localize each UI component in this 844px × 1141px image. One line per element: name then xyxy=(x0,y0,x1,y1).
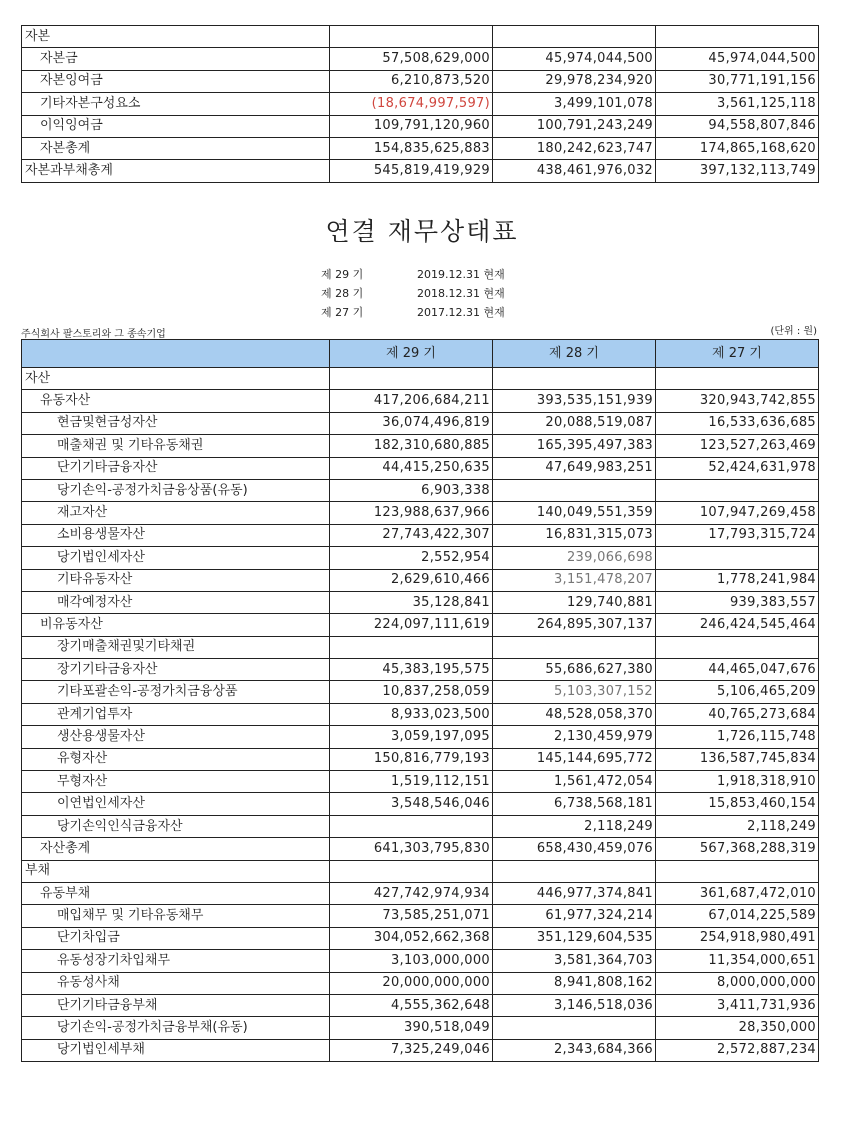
row-label: 자산총계 xyxy=(22,838,330,860)
value-cell xyxy=(493,26,656,48)
value-cell: 939,383,557 xyxy=(656,591,819,613)
value-cell: 165,395,497,383 xyxy=(493,435,656,457)
value-cell: 6,210,873,520 xyxy=(330,70,493,92)
row-label: 현금및현금성자산 xyxy=(22,412,330,434)
value-cell: 16,533,636,685 xyxy=(656,412,819,434)
value-cell: 1,726,115,748 xyxy=(656,726,819,748)
value-cell: 11,354,000,651 xyxy=(656,950,819,972)
statement-title: 연결 재무상태표 xyxy=(325,217,519,246)
table-row xyxy=(22,569,819,591)
table-row xyxy=(22,771,819,793)
value-cell: 3,146,518,036 xyxy=(493,994,656,1016)
value-cell: 393,535,151,939 xyxy=(493,390,656,412)
table-row xyxy=(22,950,819,972)
value-cell: 3,151,478,207 xyxy=(493,569,656,591)
table-row xyxy=(22,70,819,92)
value-cell: 2,572,887,234 xyxy=(656,1039,819,1061)
value-cell: 438,461,976,032 xyxy=(493,160,656,182)
value-cell: 16,831,315,073 xyxy=(493,524,656,546)
value-cell: 2,118,249 xyxy=(656,815,819,837)
unit-label: (단위 : 원) xyxy=(770,326,817,337)
value-cell: 3,561,125,118 xyxy=(656,93,819,115)
period-line xyxy=(321,266,505,282)
value-cell: 8,933,023,500 xyxy=(330,703,493,725)
row-label: 자본 xyxy=(22,26,330,48)
row-label: 유형자산 xyxy=(22,748,330,770)
row-label: 당기손익-공정가치금융상품(유동) xyxy=(22,479,330,501)
table-row xyxy=(22,838,819,860)
value-cell: 35,128,841 xyxy=(330,591,493,613)
value-cell: 4,555,362,648 xyxy=(330,994,493,1016)
value-cell xyxy=(330,368,493,390)
value-cell: 123,527,263,469 xyxy=(656,435,819,457)
value-cell: 3,548,546,046 xyxy=(330,793,493,815)
value-cell: 1,561,472,054 xyxy=(493,771,656,793)
value-cell: 7,325,249,046 xyxy=(330,1039,493,1061)
value-cell: 29,978,234,920 xyxy=(493,70,656,92)
period-date: 2019.12.31 현재 xyxy=(417,268,505,281)
value-cell: 658,430,459,076 xyxy=(493,838,656,860)
value-cell: 2,629,610,466 xyxy=(330,569,493,591)
value-cell: 2,130,459,979 xyxy=(493,726,656,748)
value-cell: 417,206,684,211 xyxy=(330,390,493,412)
row-label: 장기기타금융자산 xyxy=(22,659,330,681)
value-cell: 361,687,472,010 xyxy=(656,882,819,904)
table-row xyxy=(22,390,819,412)
value-cell: 182,310,680,885 xyxy=(330,435,493,457)
table-row xyxy=(22,412,819,434)
value-cell: 239,066,698 xyxy=(493,547,656,569)
value-cell: 154,835,625,883 xyxy=(330,137,493,159)
value-cell: 545,819,419,929 xyxy=(330,160,493,182)
value-cell xyxy=(493,636,656,658)
value-cell: 180,242,623,747 xyxy=(493,137,656,159)
equity-table xyxy=(21,25,819,183)
table-row xyxy=(22,905,819,927)
table-row xyxy=(22,26,819,48)
company-name: 주식회사 팔스토리와 그 종속기업 xyxy=(21,329,166,340)
value-cell: 20,000,000,000 xyxy=(330,972,493,994)
value-cell: 264,895,307,137 xyxy=(493,614,656,636)
value-cell: 45,974,044,500 xyxy=(656,48,819,70)
value-cell: 107,947,269,458 xyxy=(656,502,819,524)
row-label: 자산 xyxy=(22,368,330,390)
table-row xyxy=(22,547,819,569)
row-label: 자본금 xyxy=(22,48,330,70)
table-row xyxy=(22,93,819,115)
value-cell: 320,943,742,855 xyxy=(656,390,819,412)
value-cell: 40,765,273,684 xyxy=(656,703,819,725)
period-line xyxy=(321,285,505,301)
row-label: 당기손익인식금융자산 xyxy=(22,815,330,837)
header-row xyxy=(22,340,819,368)
value-cell: 45,383,195,575 xyxy=(330,659,493,681)
value-cell xyxy=(656,26,819,48)
value-cell: 174,865,168,620 xyxy=(656,137,819,159)
value-cell: 73,585,251,071 xyxy=(330,905,493,927)
value-cell xyxy=(330,815,493,837)
table-row xyxy=(22,435,819,457)
row-label: 유동부채 xyxy=(22,882,330,904)
value-cell: 145,144,695,772 xyxy=(493,748,656,770)
value-cell xyxy=(656,860,819,882)
value-cell: 446,977,374,841 xyxy=(493,882,656,904)
table-row xyxy=(22,115,819,137)
value-cell: 254,918,980,491 xyxy=(656,927,819,949)
value-cell xyxy=(656,479,819,501)
value-cell: 304,052,662,368 xyxy=(330,927,493,949)
value-cell: 3,059,197,095 xyxy=(330,726,493,748)
table-row xyxy=(22,815,819,837)
value-cell: 140,049,551,359 xyxy=(493,502,656,524)
table-row xyxy=(22,368,819,390)
value-cell: 3,581,364,703 xyxy=(493,950,656,972)
value-cell: 8,941,808,162 xyxy=(493,972,656,994)
row-label: 자본잉여금 xyxy=(22,70,330,92)
value-cell: 129,740,881 xyxy=(493,591,656,613)
header-cell: 제 29 기 xyxy=(330,340,493,368)
row-label: 자본과부채총계 xyxy=(22,160,330,182)
value-cell: 224,097,111,619 xyxy=(330,614,493,636)
value-cell: (18,674,997,597) xyxy=(330,93,493,115)
period-date: 2018.12.31 현재 xyxy=(417,287,505,300)
value-cell: 67,014,225,589 xyxy=(656,905,819,927)
value-cell: 2,118,249 xyxy=(493,815,656,837)
value-cell: 567,368,288,319 xyxy=(656,838,819,860)
value-cell: 10,837,258,059 xyxy=(330,681,493,703)
value-cell: 57,508,629,000 xyxy=(330,48,493,70)
value-cell xyxy=(493,1017,656,1039)
period-date: 2017.12.31 현재 xyxy=(417,306,505,319)
header-cell: 제 27 기 xyxy=(656,340,819,368)
value-cell: 2,552,954 xyxy=(330,547,493,569)
value-cell xyxy=(656,368,819,390)
header-cell xyxy=(22,340,330,368)
table-row xyxy=(22,636,819,658)
row-label: 매출채권 및 기타유동채권 xyxy=(22,435,330,457)
value-cell: 52,424,631,978 xyxy=(656,457,819,479)
table-row xyxy=(22,524,819,546)
row-label: 장기매출채권및기타채권 xyxy=(22,636,330,658)
row-label: 기타포괄손익-공정가치금융상품 xyxy=(22,681,330,703)
value-cell xyxy=(656,547,819,569)
value-cell: 397,132,113,749 xyxy=(656,160,819,182)
table-row xyxy=(22,502,819,524)
balance-sheet-table xyxy=(21,339,819,1062)
value-cell: 5,106,465,209 xyxy=(656,681,819,703)
value-cell: 94,558,807,846 xyxy=(656,115,819,137)
row-label: 단기기타금융부채 xyxy=(22,994,330,1016)
period-label: 제 27 기 xyxy=(321,306,364,319)
value-cell: 6,903,338 xyxy=(330,479,493,501)
value-cell: 5,103,307,152 xyxy=(493,681,656,703)
value-cell: 28,350,000 xyxy=(656,1017,819,1039)
value-cell: 6,738,568,181 xyxy=(493,793,656,815)
value-cell: 1,918,318,910 xyxy=(656,771,819,793)
value-cell: 109,791,120,960 xyxy=(330,115,493,137)
value-cell: 150,816,779,193 xyxy=(330,748,493,770)
value-cell: 48,528,058,370 xyxy=(493,703,656,725)
row-label: 단기차입금 xyxy=(22,927,330,949)
table-row xyxy=(22,994,819,1016)
table-row xyxy=(22,614,819,636)
table-row xyxy=(22,1017,819,1039)
row-label: 재고자산 xyxy=(22,502,330,524)
row-label: 자본총계 xyxy=(22,137,330,159)
value-cell xyxy=(656,636,819,658)
row-label: 당기손익-공정가치금융부채(유동) xyxy=(22,1017,330,1039)
row-label: 기타유동자산 xyxy=(22,569,330,591)
value-cell: 44,415,250,635 xyxy=(330,457,493,479)
table-row xyxy=(22,972,819,994)
row-label: 단기기타금융자산 xyxy=(22,457,330,479)
row-label: 당기법인세자산 xyxy=(22,547,330,569)
table-row xyxy=(22,457,819,479)
row-label: 부채 xyxy=(22,860,330,882)
value-cell: 61,977,324,214 xyxy=(493,905,656,927)
value-cell: 55,686,627,380 xyxy=(493,659,656,681)
value-cell xyxy=(493,860,656,882)
table-row xyxy=(22,703,819,725)
row-label: 이연법인세자산 xyxy=(22,793,330,815)
value-cell: 8,000,000,000 xyxy=(656,972,819,994)
table-row xyxy=(22,659,819,681)
value-cell: 641,303,795,830 xyxy=(330,838,493,860)
value-cell: 100,791,243,249 xyxy=(493,115,656,137)
table-row xyxy=(22,793,819,815)
table-row xyxy=(22,479,819,501)
value-cell: 30,771,191,156 xyxy=(656,70,819,92)
value-cell: 2,343,684,366 xyxy=(493,1039,656,1061)
period-label: 제 28 기 xyxy=(321,287,364,300)
table-row xyxy=(22,726,819,748)
row-label: 당기법인세부채 xyxy=(22,1039,330,1061)
table-row xyxy=(22,748,819,770)
table-row xyxy=(22,882,819,904)
table-row xyxy=(22,137,819,159)
value-cell: 15,853,460,154 xyxy=(656,793,819,815)
table-row xyxy=(22,160,819,182)
row-label: 기타자본구성요소 xyxy=(22,93,330,115)
value-cell: 17,793,315,724 xyxy=(656,524,819,546)
row-label: 무형자산 xyxy=(22,771,330,793)
header-cell: 제 28 기 xyxy=(493,340,656,368)
value-cell: 27,743,422,307 xyxy=(330,524,493,546)
table-row xyxy=(22,1039,819,1061)
table-row xyxy=(22,681,819,703)
table-row xyxy=(22,860,819,882)
value-cell: 45,974,044,500 xyxy=(493,48,656,70)
row-label: 유동성장기차입채무 xyxy=(22,950,330,972)
value-cell: 36,074,496,819 xyxy=(330,412,493,434)
row-label: 매입채무 및 기타유동채무 xyxy=(22,905,330,927)
period-label: 제 29 기 xyxy=(321,268,364,281)
row-label: 생산용생물자산 xyxy=(22,726,330,748)
value-cell: 44,465,047,676 xyxy=(656,659,819,681)
value-cell: 1,778,241,984 xyxy=(656,569,819,591)
value-cell xyxy=(330,860,493,882)
row-label: 유동성사채 xyxy=(22,972,330,994)
value-cell: 3,499,101,078 xyxy=(493,93,656,115)
value-cell: 390,518,049 xyxy=(330,1017,493,1039)
row-label: 유동자산 xyxy=(22,390,330,412)
row-label: 비유동자산 xyxy=(22,614,330,636)
row-label: 매각예정자산 xyxy=(22,591,330,613)
row-label: 소비용생물자산 xyxy=(22,524,330,546)
row-label: 이익잉여금 xyxy=(22,115,330,137)
value-cell: 351,129,604,535 xyxy=(493,927,656,949)
value-cell xyxy=(493,368,656,390)
table-row xyxy=(22,927,819,949)
value-cell xyxy=(330,636,493,658)
value-cell: 136,587,745,834 xyxy=(656,748,819,770)
table-row xyxy=(22,591,819,613)
value-cell: 427,742,974,934 xyxy=(330,882,493,904)
row-label: 관계기업투자 xyxy=(22,703,330,725)
value-cell: 20,088,519,087 xyxy=(493,412,656,434)
value-cell: 246,424,545,464 xyxy=(656,614,819,636)
value-cell: 123,988,637,966 xyxy=(330,502,493,524)
value-cell xyxy=(330,26,493,48)
table-row xyxy=(22,48,819,70)
value-cell: 1,519,112,151 xyxy=(330,771,493,793)
value-cell: 3,411,731,936 xyxy=(656,994,819,1016)
value-cell xyxy=(493,479,656,501)
value-cell: 47,649,983,251 xyxy=(493,457,656,479)
period-line xyxy=(321,304,505,320)
value-cell: 3,103,000,000 xyxy=(330,950,493,972)
